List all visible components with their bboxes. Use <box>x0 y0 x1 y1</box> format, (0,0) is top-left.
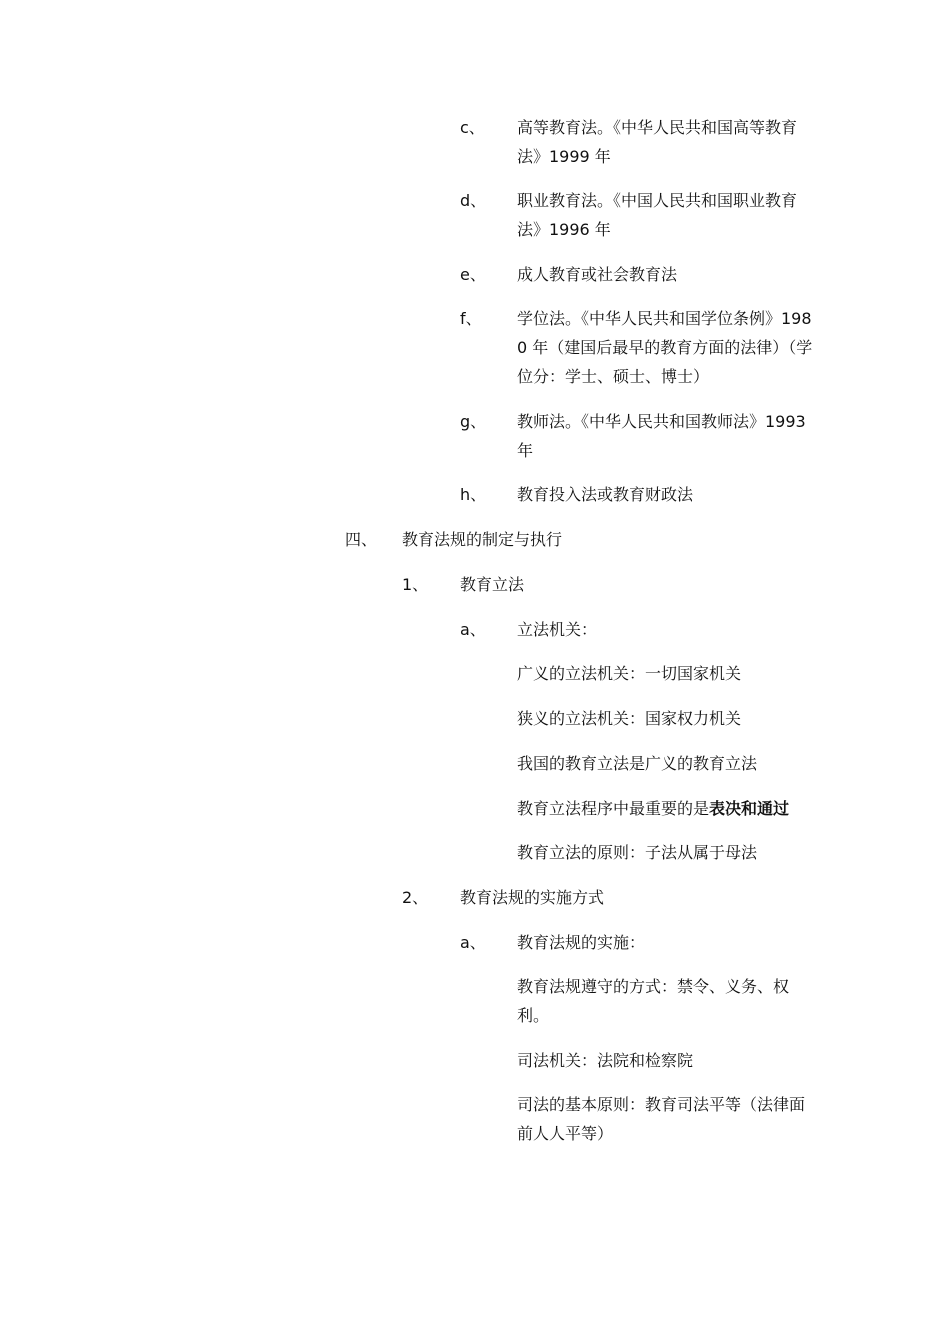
list-marker: e、 <box>460 265 486 284</box>
section-marker: 四、 <box>345 530 378 549</box>
list-marker: h、 <box>460 485 487 504</box>
paragraph: 广义的立法机关：一切国家机关 <box>517 664 742 683</box>
subsection-title: 教育法规的实施方式 <box>460 888 605 907</box>
list-text: 高等教育法。《中华人民共和国高等教育法》1999 年 <box>517 118 798 166</box>
list-text: 教育投入法或教育财政法 <box>517 485 694 504</box>
list-marker: a、 <box>460 620 486 639</box>
section-title: 教育法规的制定与执行 <box>402 530 563 549</box>
subsection-marker: 1、 <box>402 575 429 594</box>
bold-emphasis: 表决和通过 <box>709 799 790 818</box>
list-marker: c、 <box>460 118 485 137</box>
paragraph: 教育法规遵守的方式：禁令、义务、权利。 <box>517 977 790 1025</box>
subsection-marker: 2、 <box>402 888 429 907</box>
list-text: 职业教育法。《中国人民共和国职业教育法》1996 年 <box>517 191 798 239</box>
paragraph: 司法的基本原则：教育司法平等（法律面前人人平等） <box>517 1095 806 1143</box>
paragraph: 我国的教育立法是广义的教育立法 <box>517 754 758 773</box>
subsection-title: 教育立法 <box>460 575 525 594</box>
paragraph <box>517 794 789 823</box>
paragraph: 狭义的立法机关：国家权力机关 <box>517 709 742 728</box>
list-text: 学位法。《中华人民共和国学位条例》1980 年（建国后最早的教育方面的法律）（学位分：学士、硕士、博士） <box>517 309 813 386</box>
list-text: 教师法。《中华人民共和国教师法》1993 年 <box>517 412 806 460</box>
paragraph: 教育立法的原则：子法从属于母法 <box>517 843 758 862</box>
paragraph: 司法机关：法院和检察院 <box>517 1051 694 1070</box>
list-marker: g、 <box>460 412 487 431</box>
list-marker: a、 <box>460 933 486 952</box>
list-marker: f、 <box>460 309 482 328</box>
list-marker: d、 <box>460 191 487 210</box>
list-text: 教育法规的实施： <box>517 933 646 952</box>
list-text: 立法机关： <box>517 620 598 639</box>
paragraph-text: 教育立法程序中最重要的是 <box>517 799 710 818</box>
list-text: 成人教育或社会教育法 <box>517 265 678 284</box>
